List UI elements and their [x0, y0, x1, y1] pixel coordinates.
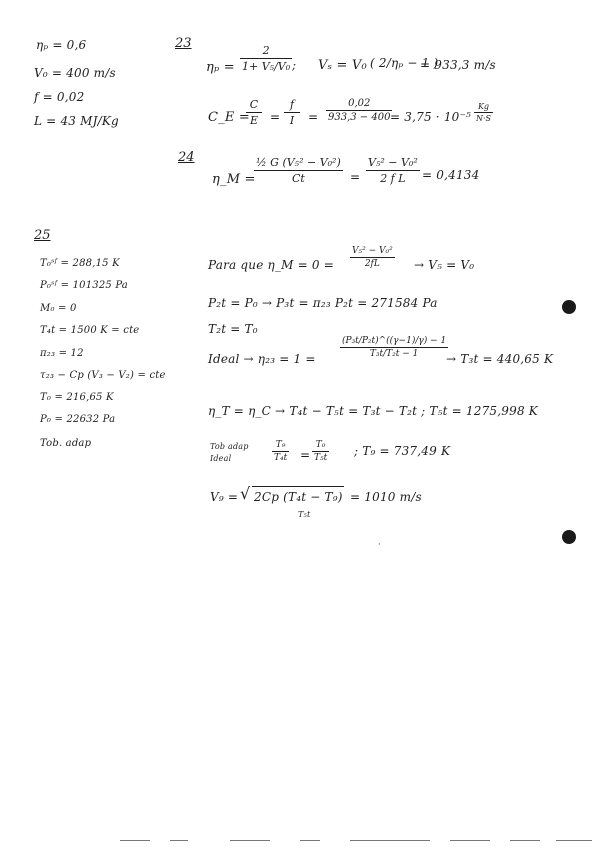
- p25-line6-f2-num: T₀: [315, 440, 326, 450]
- p25-line1-num: V₅² − V₀²: [352, 246, 393, 256]
- scan-artifact-line: [0, 838, 600, 844]
- p25-line1-text: Para que η_M = 0 =: [208, 258, 334, 272]
- p25-given-4: π₂₃ = 12: [40, 348, 84, 359]
- p23-eta-p-fraction: [240, 44, 292, 73]
- p25-line6-result: ; T₉ = 737,49 K: [354, 444, 451, 458]
- p25-given-0: T₀ˢᶠ = 288,15 K: [40, 258, 120, 269]
- given-l: L = 43 MJ/Kg: [34, 114, 119, 128]
- p25-line7-lhs: V₉ =: [210, 490, 239, 504]
- p24-lhs: η_M =: [212, 172, 256, 187]
- p24-f1-den: Ct: [291, 172, 305, 185]
- p23-eta-p-lhs: ηₚ =: [206, 60, 235, 75]
- p25-line1-fraction: [350, 246, 395, 269]
- p23-ce-lhs: C_E =: [208, 110, 250, 125]
- punch-hole-bottom: [562, 530, 576, 544]
- problem-24-label: 24: [178, 150, 195, 165]
- p25-line5: η_T = η_C → T₄t − T₅t = T₃t − T₂t ; T₅t = 1275,998 K: [208, 404, 538, 418]
- p23-vs-lhs: Vₛ = V₀: [318, 58, 367, 73]
- p25-given-8: Tob. adap: [40, 438, 92, 449]
- p25-line7-root: 2Cp (T₄t − T₉): [254, 490, 343, 504]
- problem-23-label: 23: [175, 36, 192, 51]
- p25-line7-sqrt-sign: √: [240, 484, 251, 503]
- p23-eta-p-num: 2: [262, 44, 270, 57]
- p25-line6-note2: Ideal: [210, 454, 232, 463]
- p25-line6-eq: =: [300, 448, 311, 462]
- p25-line6-f1-num: T₉: [275, 440, 286, 450]
- p25-line6-f1-den: T₄t: [274, 453, 288, 463]
- p25-given-6: T₀ = 216,65 K: [40, 392, 114, 403]
- p24-f2-num: V₅² − V₀²: [368, 156, 418, 169]
- p23-eta-p-den: 1+ V₅/V₀: [242, 60, 291, 73]
- given-eta-p: ηₚ = 0,6: [36, 38, 87, 52]
- p25-line4-den: T₃t/T₂t − 1: [369, 349, 419, 359]
- p23-ce-unit-den: N·S: [476, 114, 492, 123]
- p23-ce-f3-num: 0,02: [348, 98, 371, 109]
- p24-result: = 0,4134: [422, 168, 480, 182]
- p25-line7-sub: T₅t: [298, 510, 311, 519]
- p25-line4-fraction: [340, 336, 448, 359]
- problem-25-label: 25: [34, 228, 51, 243]
- p23-ce-f2-den: I: [289, 114, 295, 127]
- p25-line2: P₂t = P₀ → P₃t = π₂₃ P₂t = 271584 Pa: [208, 296, 438, 310]
- p25-line4-text: Ideal → η₂₃ = 1 =: [208, 352, 316, 366]
- p23-ce-result: = 3,75 · 10⁻⁵: [390, 110, 472, 124]
- given-f: f = 0,02: [34, 90, 85, 104]
- p24-f2-den: 2 f L: [380, 172, 406, 185]
- p25-given-2: M₀ = 0: [40, 303, 77, 314]
- p25-line6-fraction-1: [272, 440, 289, 463]
- p23-ce-f1-num: C: [249, 98, 259, 111]
- p25-given-5: τ₂₃ − Cp (V₃ − V₂) = cte: [40, 370, 166, 381]
- p24-f1-num: ½ G (V₅² − V₀²): [256, 156, 341, 169]
- p23-ce-unit: [474, 102, 493, 123]
- p24-fraction-1: [254, 156, 343, 185]
- p23-ce-fraction-1: [246, 98, 262, 127]
- p25-line1-den: 2fL: [364, 259, 380, 269]
- p23-eq-2: =: [308, 110, 319, 124]
- p23-ce-unit-num: Kg: [477, 102, 490, 111]
- punch-hole-top: [562, 300, 576, 314]
- p25-line6-note1: Tob adap: [210, 442, 249, 451]
- p25-line7-result: = 1010 m/s: [350, 490, 422, 504]
- p25-line1-result: → V₅ = V₀: [414, 258, 475, 272]
- p25-given-7: P₀ = 22632 Pa: [40, 414, 116, 425]
- p24-eq: =: [350, 170, 361, 184]
- p23-ce-fraction-3: [326, 98, 392, 123]
- p23-separator: ;: [292, 58, 297, 72]
- p24-fraction-2: [366, 156, 420, 185]
- given-v0: V₀ = 400 m/s: [34, 66, 116, 80]
- p23-ce-f2-num: f: [289, 98, 295, 111]
- p23-vs-paren: ( 2/ηₚ − 1 ): [370, 56, 439, 70]
- p25-line6-f2-den: T₅t: [314, 453, 328, 463]
- p23-ce-f1-den: E: [249, 114, 259, 127]
- p25-line4-result: → T₃t = 440,65 K: [446, 352, 554, 366]
- p23-ce-fraction-2: [284, 98, 300, 127]
- p23-vs-result: = 933,3 m/s: [420, 58, 496, 72]
- p25-line3: T₂t = T₀: [208, 322, 258, 336]
- p25-given-3: T₄t = 1500 K = cte: [40, 325, 140, 336]
- p25-line6-fraction-2: [312, 440, 329, 463]
- p23-ce-f3-den: 933,3 − 400: [328, 112, 391, 123]
- p25-line7-sqrt-bar: [252, 486, 344, 487]
- p25-given-1: P₀ˢᶠ = 101325 Pa: [40, 280, 128, 291]
- stray-dot-1: ·: [378, 540, 381, 549]
- p23-eq-1: =: [270, 110, 281, 124]
- p25-line4-num: (P₃t/P₂t)^((γ−1)/γ) − 1: [342, 336, 447, 346]
